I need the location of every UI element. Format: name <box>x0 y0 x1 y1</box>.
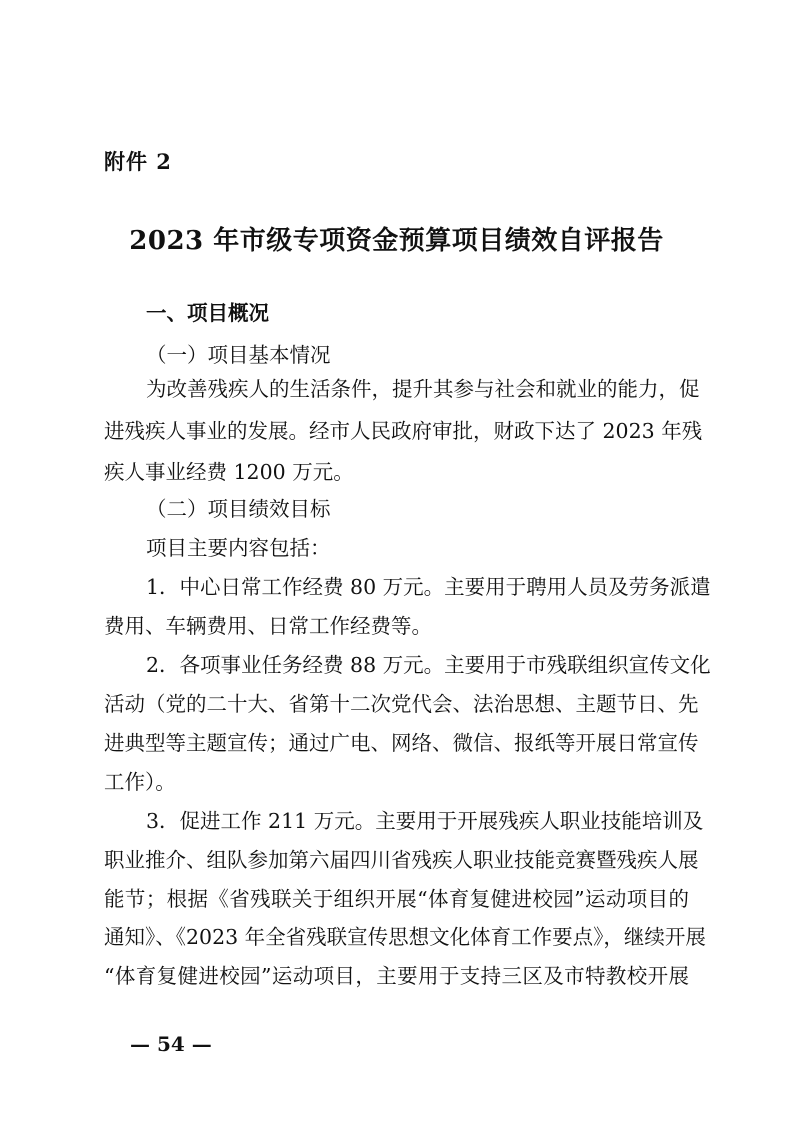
para1-line-1: 为改善残疾人的生活条件，提升其参与社会和就业的能力，促 <box>146 377 700 401</box>
report-title: 2023 年市级专项资金预算项目绩效自评报告 <box>129 226 664 256</box>
para1-line-2: 进残疾人事业的发展。经市人民政府审批，财政下达了 2023 年残 <box>104 419 703 443</box>
page-number: — 54 — <box>130 1032 212 1056</box>
item3-line-3: 能节；根据《省残联关于组织开展“体育复健进校园”运动项目的 <box>104 887 689 911</box>
item3-line-4: 通知》、《2023 年全省残联宣传思想文化体育工作要点》，继续开展 <box>104 925 706 949</box>
sub1-heading: （一）项目基本情况 <box>146 343 331 367</box>
item1-line-2: 费用、车辆费用、日常工作经费等。 <box>104 614 432 638</box>
item2-line-3: 进典型等主题宣传；通过广电、网络、微信、报纸等开展日常宣传 <box>104 731 699 755</box>
para1-line-3: 疾人事业经费 1200 万元。 <box>104 460 354 484</box>
item2-line-4: 工作）。 <box>104 770 176 794</box>
item2-line-1: 2．各项事业任务经费 88 万元。主要用于市残联组织宣传文化 <box>146 653 711 677</box>
section1-heading: 一、项目概况 <box>146 301 269 325</box>
sub2-heading: （二）项目绩效目标 <box>146 497 331 521</box>
attachment-label: 附件 2 <box>104 149 172 174</box>
item3-line-2: 职业推介、组队参加第六届四川省残疾人职业技能竞赛暨残疾人展 <box>104 848 699 872</box>
content-intro: 项目主要内容包括： <box>146 536 331 560</box>
item3-line-5: “体育复健进校园”运动项目，主要用于支持三区及市特教校开展 <box>104 964 689 988</box>
item3-line-1: 3．促进工作 211 万元。主要用于开展残疾人职业技能培训及 <box>146 809 704 833</box>
item2-line-2: 活动（党的二十大、省第十二次党代会、法治思想、主题节日、先 <box>104 692 699 716</box>
item1-line-1: 1．中心日常工作经费 80 万元。主要用于聘用人员及劳务派遣 <box>146 575 711 599</box>
